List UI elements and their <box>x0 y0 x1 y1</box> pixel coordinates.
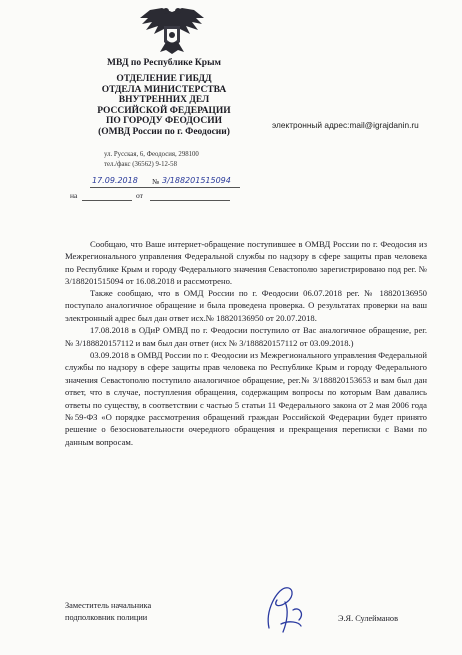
department-line: (ОМВД России по г. Феодосии) <box>98 126 230 137</box>
registration-date: 17.09.2018 <box>92 176 138 185</box>
registration-block <box>70 176 250 202</box>
signatory-position <box>65 600 151 624</box>
emblem-icon <box>140 6 204 56</box>
department-address <box>104 150 199 169</box>
registration-number-label: № <box>152 177 160 186</box>
reply-to-label: на <box>70 191 78 200</box>
address-line: ул. Русская, 6, Феодосия, 298100 <box>104 151 199 158</box>
signatory-name: Э.Я. Сулейманов <box>338 614 398 623</box>
handwritten-signature <box>255 580 315 640</box>
department-line: ВНУТРЕННИХ ДЕЛ <box>118 95 210 106</box>
paragraph-4: 03.09.2018 в ОМВД России по г. Феодосии из Межрегионального управления Федеральной службы по надзору в сфере защиты прав человека по Республике Крым и городу Федерального значения Севастополю поступило аналогичное обращение, рег.№ 3/188820153653 и вам был дан ответ, что в случае, поступления обращения, содержащим вопросы по которым Вам давались ответы по существу, в соответствии с частью 5 статьи 11 Федерального закона от 2 мая 2006 года №59-ФЗ «О порядке рассмотрения обращений граждан Российской Федерации будет принято решение о безосновательности очередного обращения и прекращения переписки с Вами по данным вопросам. <box>65 350 427 447</box>
phone-line: тел./факс (36562) 9-12-58 <box>104 160 177 168</box>
position-line: Заместитель начальника <box>65 601 152 610</box>
ministry-name: МВД по Республике Крым <box>107 58 221 68</box>
paragraph-1: Сообщаю, что Ваше интернет-обращение поступившее в ОМВД России по г. Феодосия из Межрегионального управления Федеральной службы по надзору в сфере защиты прав человека по Республике Крым и городу Федерального значения Севастополю зарегистрировано под рег. № 3/188201515094 от 16.08.2018 и рассмотрено. <box>65 239 427 287</box>
department-line: ПО ГОРОДУ ФЕОДОСИИ <box>105 116 223 127</box>
reply-to-line <box>82 200 132 201</box>
rank-line: подполковник полиции <box>65 613 148 622</box>
department-line: ОТДЕЛЕНИЕ ГИБДД <box>116 74 212 84</box>
department-line: РОССИЙСКОЙ ФЕДЕРАЦИИ <box>97 105 231 116</box>
paragraph-3: 17.08.2018 в ОДиР ОМВД по г. Феодосии поступило от Вас аналогичное обращение, рег. № 3/188820157112 и вам был дан ответ (исх № 3/188820157112 от 03.09.2018.) <box>65 325 427 348</box>
paragraph-2-text: Также сообщаю, что в ОМД России по г. Феодосии 06.07.2018 рег. № 18820136950 поступало аналогичное обращение и была проведена проверка. О результатах проверки на ваш электронный адрес был дан ответ исх.№ 18820136950 от 20.07.2018. <box>65 288 427 323</box>
paragraph-2 <box>65 287 427 448</box>
registration-number: 3/188201515094 <box>162 176 231 185</box>
department-name <box>58 74 270 138</box>
recipient-email: электронный адрес:mail@igrajdanin.ru <box>272 120 419 130</box>
reply-from-line <box>150 200 230 201</box>
reply-from-label: от <box>136 191 143 200</box>
department-line: ОТДЕЛА МИНИСТЕРСТВА <box>101 84 227 95</box>
